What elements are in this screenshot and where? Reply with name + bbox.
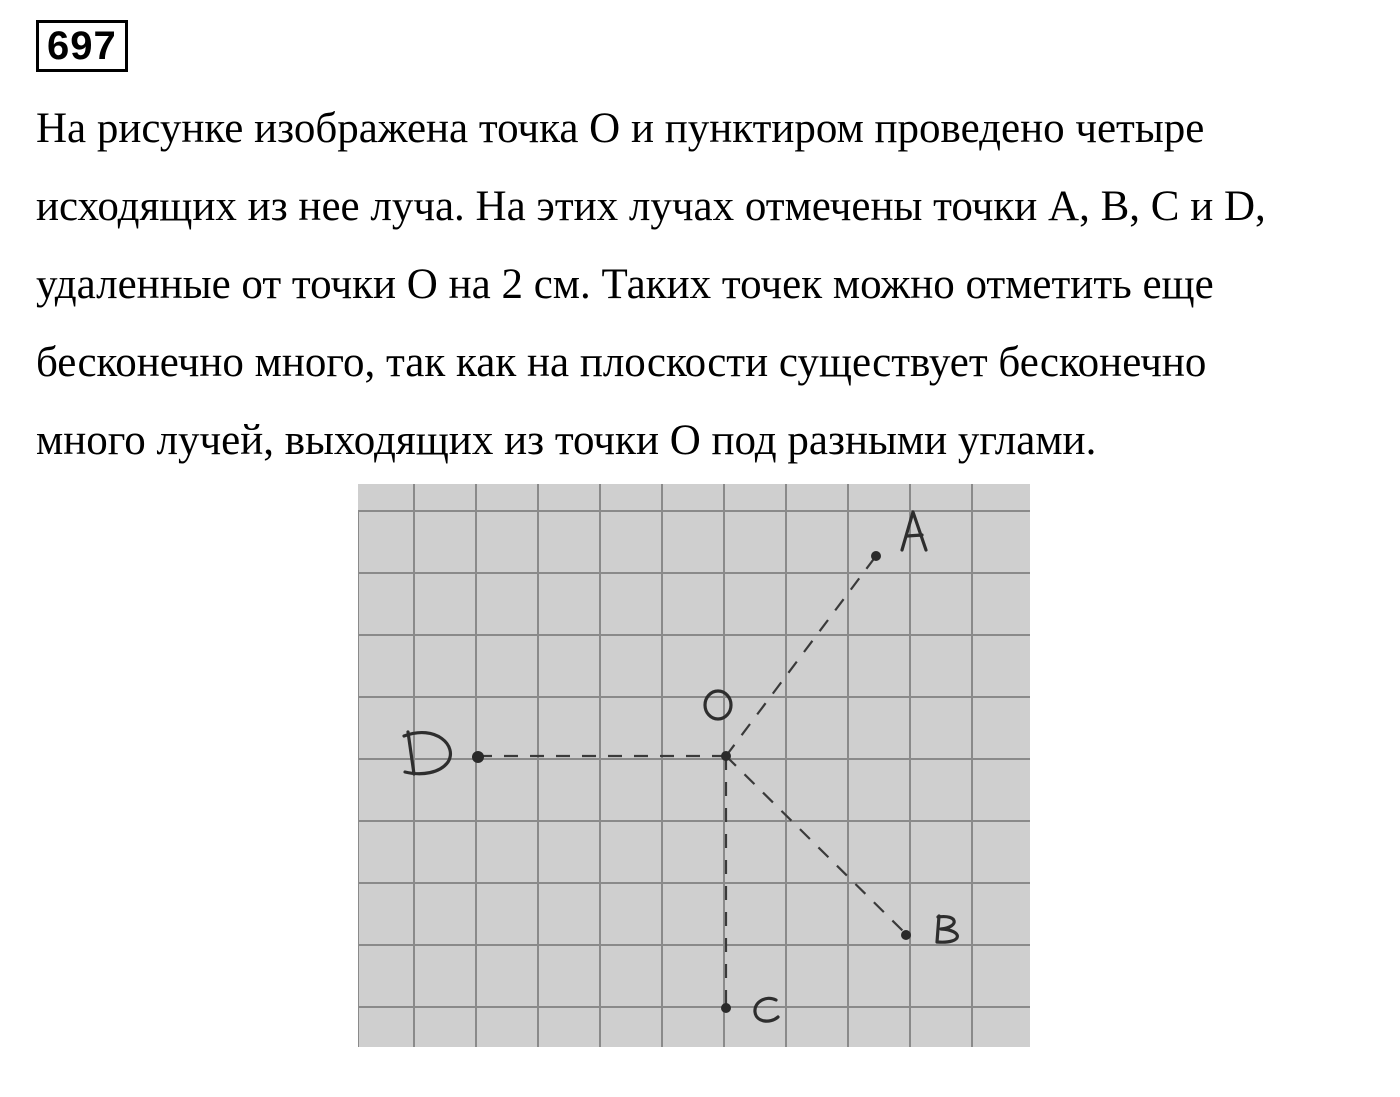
label-c — [358, 484, 778, 1021]
point-c — [721, 1003, 731, 1013]
problem-text — [36, 90, 1376, 480]
problem-text-line: бесконечно много, так как на плоскости существует бесконечно — [36, 339, 1207, 386]
figure-drawing — [358, 484, 1030, 1047]
grid-lines — [358, 484, 1030, 1047]
dashed-rays — [478, 556, 906, 1008]
point-b — [901, 930, 911, 940]
ray-oa — [726, 556, 876, 756]
label-b — [358, 484, 957, 942]
problem-text-line: На рисунке изображена точка O и пунктиром проведено четыре — [36, 105, 1205, 152]
point-o — [721, 751, 731, 761]
problem-number: 697 — [36, 20, 128, 72]
point-a — [871, 551, 881, 561]
problem-text-line: много лучей, выходящих из точки O под разными углами. — [36, 417, 1097, 464]
grid-paper-figure — [358, 484, 1030, 1047]
problem-text-line: исходящих из нее луча. На этих лучах отмечены точки A, B, C и D, — [36, 183, 1266, 230]
point-d — [472, 751, 484, 763]
problem-text-line: удаленные от точки O на 2 см. Таких точек можно отметить еще — [36, 261, 1214, 308]
label-d — [358, 484, 450, 774]
label-a — [358, 484, 926, 550]
ray-ob — [726, 756, 906, 934]
